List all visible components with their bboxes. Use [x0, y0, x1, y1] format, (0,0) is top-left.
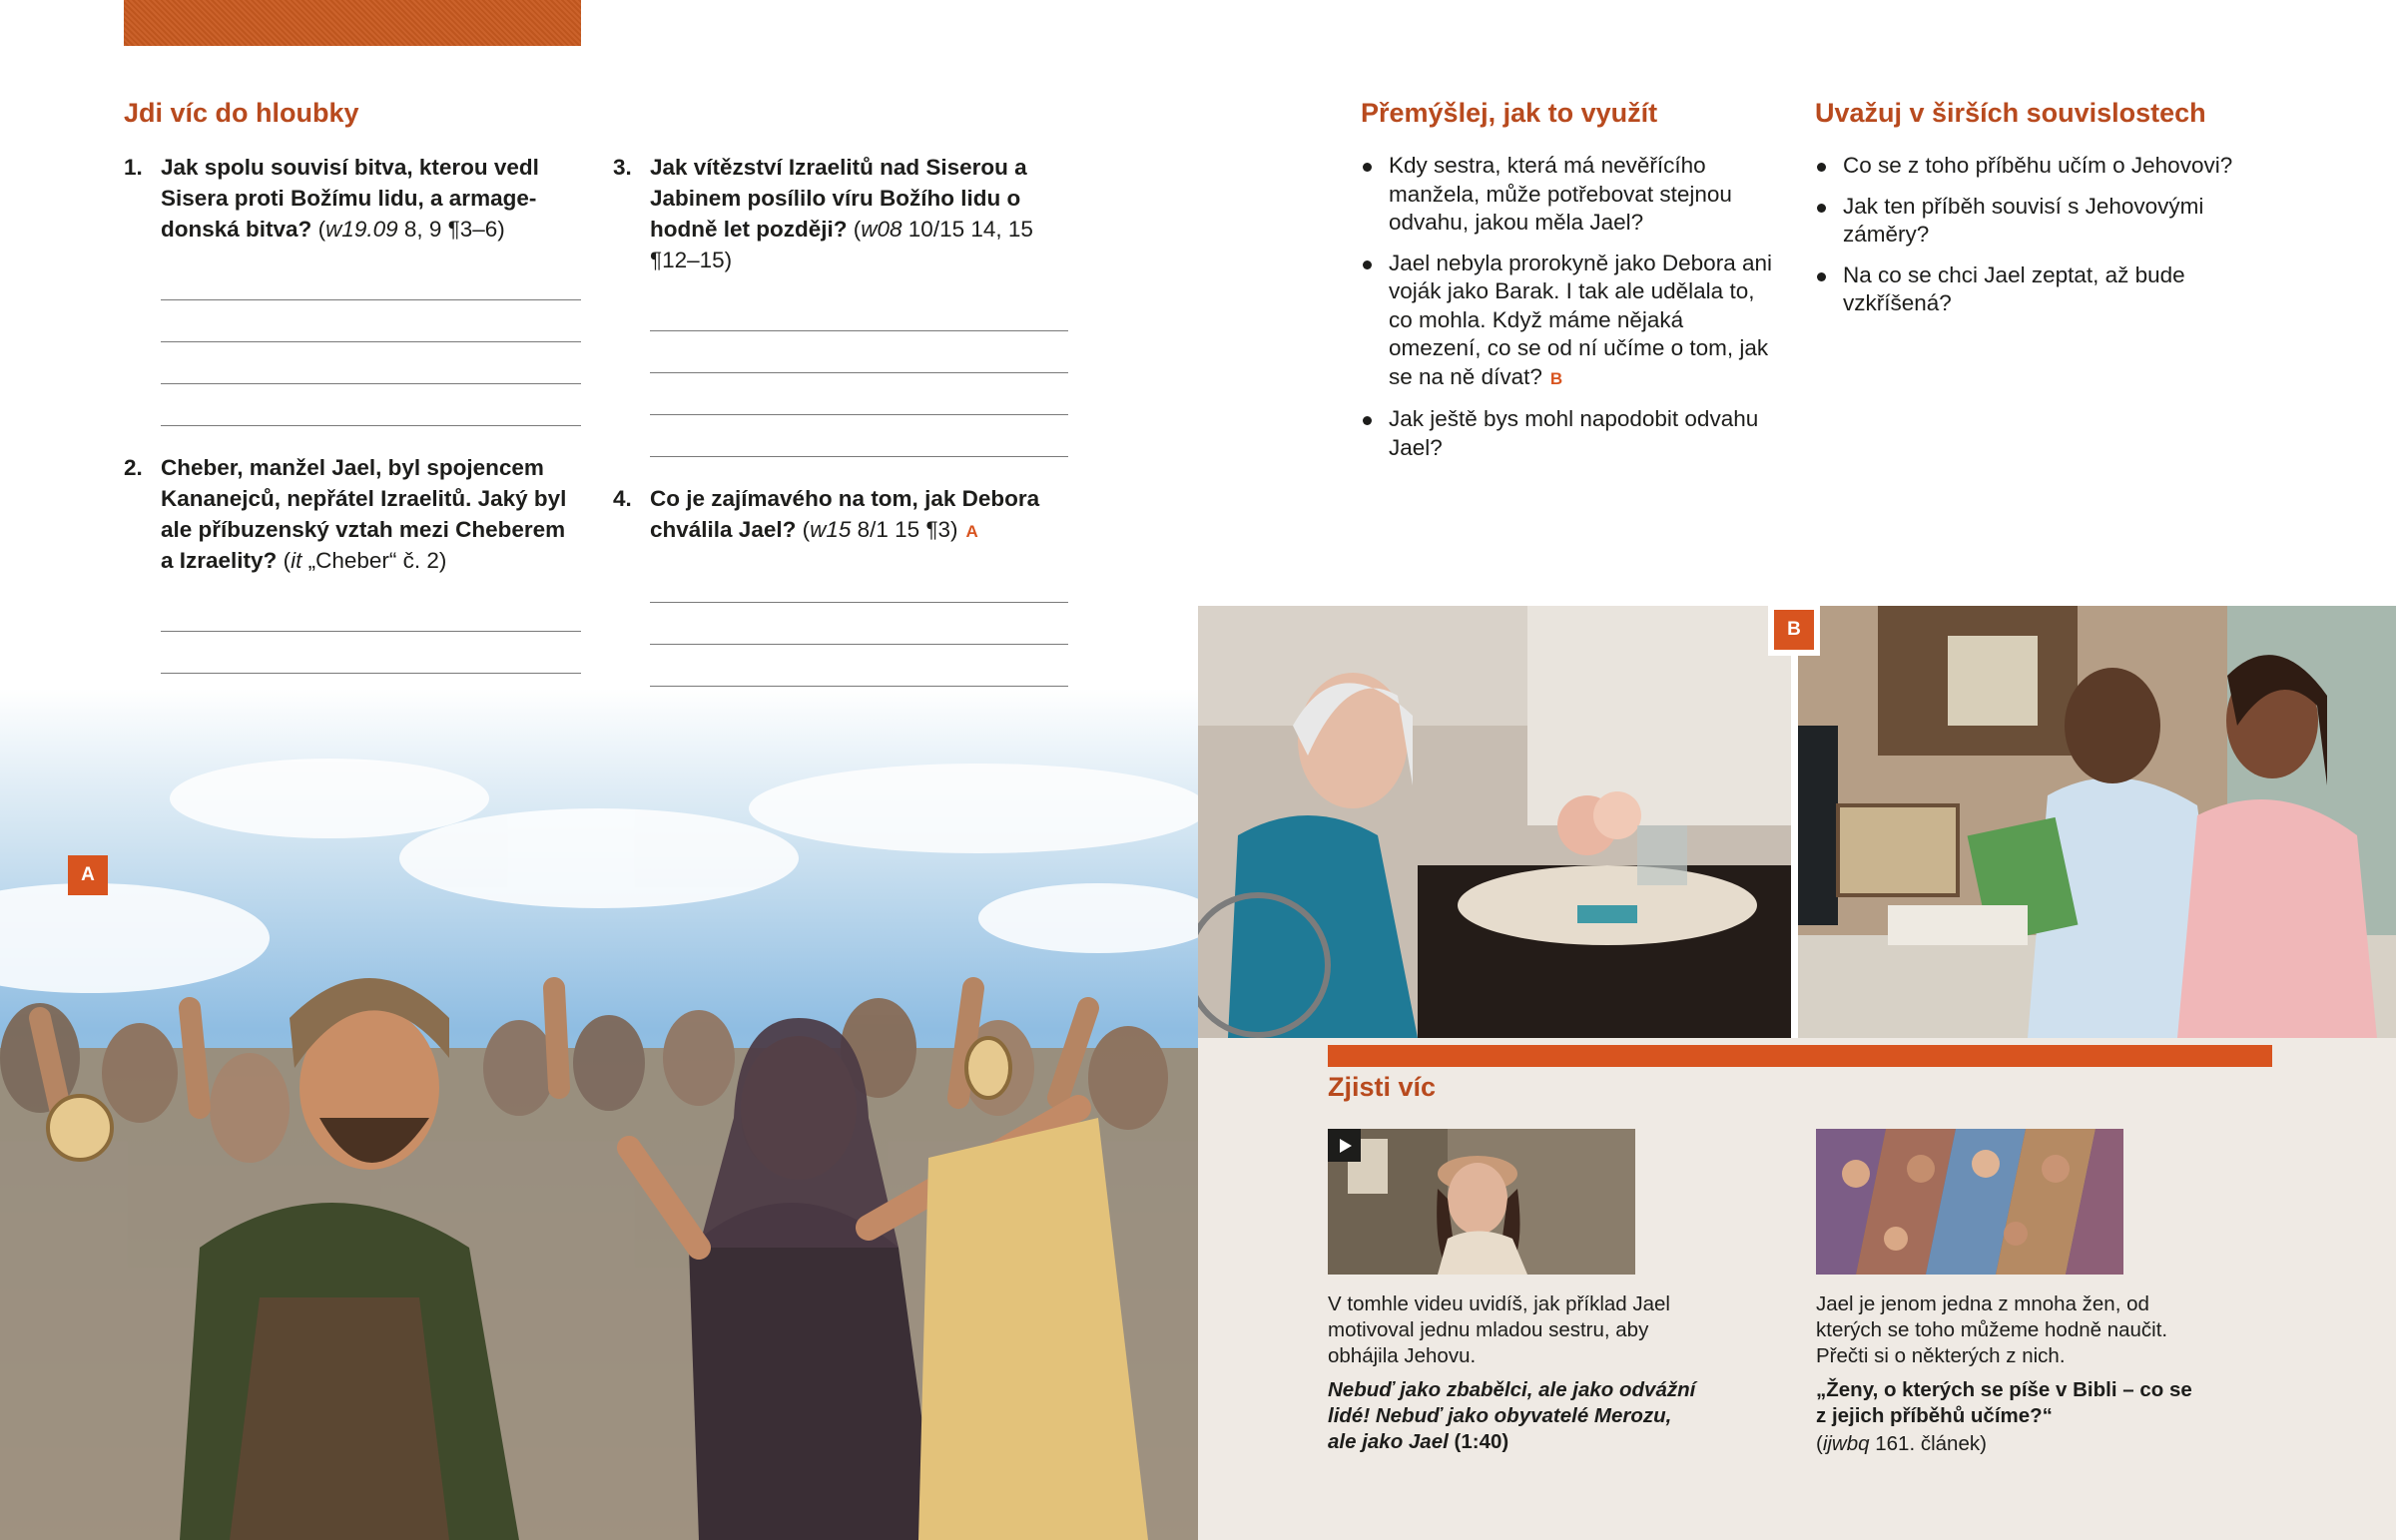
photo-elderly-sister-writing — [1198, 606, 1791, 1038]
figure-b-badge: B — [1549, 368, 1563, 388]
question-reference: (w08 10/15 14, 15 ¶12–15) — [650, 217, 1033, 272]
learn-more-accent-bar — [1328, 1045, 2272, 1067]
list-item: Jak ten příběh souvisí s Jehovovými záměry? — [1815, 193, 2244, 250]
video-duration: (1:40) — [1454, 1430, 1509, 1453]
list-item: Na co se chci Jael zeptat, až bude vzkříšená? — [1815, 261, 2244, 318]
photo-couple-reading — [1798, 606, 2396, 1038]
question-1 — [124, 152, 581, 245]
answer-lines[interactable] — [650, 289, 1068, 457]
list-item: Kdy sestra, která má nevěřícího manžela, může potřebovat stejnou odvahu, jakou měla Jael? — [1361, 152, 1772, 238]
figure-a-marker: A — [68, 855, 108, 895]
question-text: Cheber, manžel Jael, byl spojencem Kananejců, nepřátel Izraelitů. Jaký byl ale příbuzenský vztah mezi Cheberem a Izraelity? — [161, 455, 567, 573]
question-column-2 — [613, 152, 1068, 729]
article-thumbnail[interactable] — [1816, 1129, 2123, 1275]
question-text: Co je zajímavého na tom, jak Debora chválila Jael? — [650, 486, 1040, 542]
list-item: Co se z toho příběhu učím o Jehovovi? — [1815, 152, 2244, 181]
question-column-1 — [124, 152, 581, 758]
apply-bullet-list — [1361, 152, 1772, 474]
question-number: 2. — [124, 455, 143, 480]
video-thumbnail[interactable] — [1328, 1129, 1635, 1275]
question-text: Jak vítězství Izraelitů nad Siserou a Jabinem posílilo víru Božího lidu o hodně let později? — [650, 155, 1027, 242]
video-card-text — [1328, 1291, 1697, 1457]
learn-more-panel — [1198, 1038, 2396, 1540]
figure-b-marker: B — [1768, 604, 1820, 656]
figure-a-badge: A — [965, 522, 978, 541]
context-bullet-list — [1815, 152, 2244, 330]
list-item: Jael nebyla prorokyně jako Debora ani voják jako Barak. I tak ale udělala to, co mohla. Když máme nějaká omezení, co se od ní učíme o tom, jak se na ně dívat? B — [1361, 250, 1772, 394]
question-3 — [613, 152, 1068, 275]
video-description: V tomhle videu uvidíš, jak příklad Jael motivoval jednu mladou sestru, aby obhájila Jehovu. — [1328, 1292, 1670, 1367]
play-icon[interactable] — [1328, 1129, 1361, 1162]
section-heading-learn-more: Zjisti víc — [1328, 1072, 1437, 1102]
section-heading-deeper: Jdi víc do hloubky — [124, 98, 359, 128]
question-number: 1. — [124, 155, 143, 180]
question-number: 4. — [613, 486, 632, 511]
question-text: Jak spolu souvisí bitva, kterou vedl Sisera proti Božímu lidu, a armagedonská bitva? — [161, 155, 539, 242]
question-reference: (w15 8/1 15 ¶3) — [802, 517, 958, 542]
article-card-text — [1816, 1291, 2195, 1459]
top-decorative-bar — [124, 0, 581, 46]
video-title-link[interactable]: Nebuď jako zbabělci, ale jako odvážní lidé! Nebuď jako obyvatelé Merozu, ale jako Jael (1:40) — [1328, 1378, 1696, 1453]
article-description: Jael je jenom jedna z mnoha žen, od kterých se toho můžeme hodně naučit. Přečti si o některých z nich. — [1816, 1292, 2168, 1367]
section-heading-apply: Přemýšlej, jak to využít — [1361, 98, 1658, 128]
question-number: 3. — [613, 155, 632, 180]
list-item: Jak ještě bys mohl napodobit odvahu Jael? — [1361, 405, 1772, 462]
section-heading-context: Uvažuj v širších souvislostech — [1815, 98, 2206, 128]
article-reference: (ijwbq 161. článek) — [1816, 1432, 1987, 1455]
question-reference: (it „Cheber“ č. 2) — [283, 548, 447, 573]
question-reference: (w19.09 8, 9 ¶3–6) — [317, 217, 505, 242]
article-title-link[interactable]: „Ženy, o kterých se píše v Bibli – co se z jejich příběhů učíme?“ — [1816, 1378, 2192, 1427]
question-4 — [613, 483, 1068, 547]
question-2 — [124, 452, 581, 576]
answer-lines[interactable] — [161, 258, 581, 426]
illustration-jael-celebration — [0, 689, 1198, 1540]
